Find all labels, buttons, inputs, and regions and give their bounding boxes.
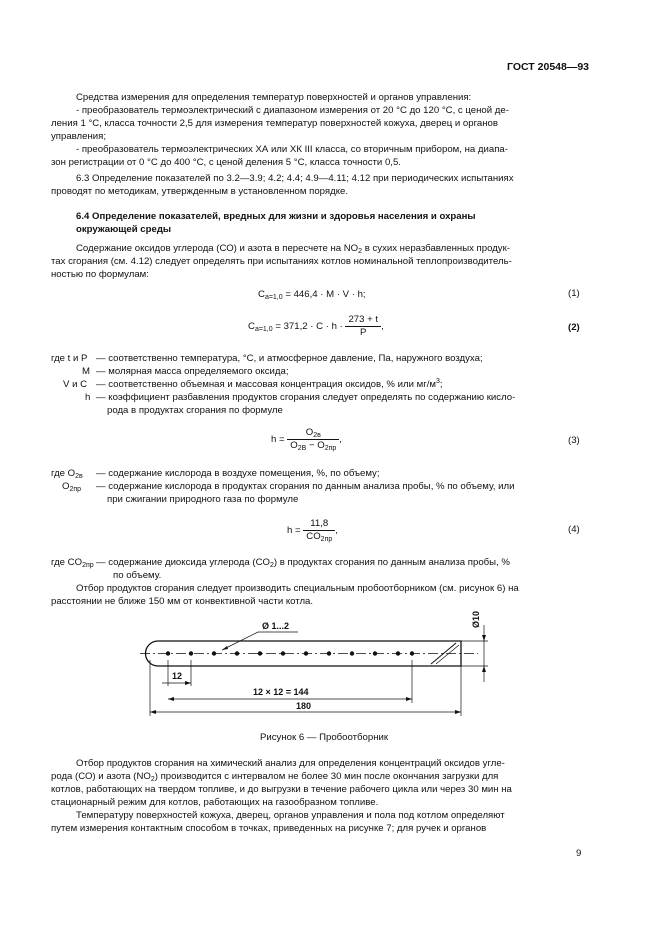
definition-text: — соответственно температура, °С, и атмосферное давление, Па, наружного воздуха; <box>96 353 483 364</box>
text-line: управления; <box>51 131 106 142</box>
definition-term: M <box>82 366 90 377</box>
definition-text: — содержание кислорода в продуктах сгорания по данным анализа пробы, % по объему, или <box>96 481 515 492</box>
equation-number-2: (2) <box>568 322 580 333</box>
text-line: Средства измерения для определения температур поверхностей и органов управления: <box>76 92 472 103</box>
probe-diameter-label: Ø10 <box>471 610 481 628</box>
equation-number-3: (3) <box>568 435 580 446</box>
text-line: тах сгорания (см. 4.12) следует определять при испытаниях котлов номинальной теплопроизводитель- <box>51 256 512 267</box>
section-heading-cont: окружающей среды <box>76 224 172 235</box>
text-line: 6.3 Определение показателей по 3.2—3.9; 4.2; 4.4; 4.9—4.11; 4.12 при периодических испытаниях <box>76 173 514 184</box>
definition-text: — содержание диоксида углерода $(CO_2)$ в продуктах сгорания по данным анализа пробы, % <box>96 557 510 569</box>
definition-text-cont: рода в продуктах сгорания по формуле <box>107 405 283 416</box>
text-line: ления 1 °С, класса точности 2,5 для измерения температур поверхностей кожуха, дверец и органов <box>51 118 498 129</box>
definition-text: — коэффициент разбавления продуктов сгорания следует определять по содержанию кисло- <box>96 392 516 403</box>
equation-1: $C_{a=1,0} = 446,4 \cdot M \cdot V \cdot h$; <box>258 289 366 301</box>
text-line: расстоянии не ближе 150 мм от конвективной части котла. <box>51 596 314 607</box>
text-line: - преобразователь термоэлектрических ХА или ХК III класса, со вторичным прибором, на диапа- <box>76 144 508 155</box>
figure-caption: Рисунок 6 — Пробоотборник <box>260 732 389 743</box>
equation-2: $C_{a=1,0} = 371,2 \cdot C \cdot h$ · $\frac{273 + t}{P}$ , <box>248 314 384 338</box>
equation-4: h = $\frac{11,8}{CO_{2пр}}$ , <box>287 518 338 543</box>
text-line: зон регистрации от 0 °С до 400 °С, с ценой деления 5 °С, класса точности 0,5. <box>51 157 401 168</box>
text-line: котлов, работающих на твердом топливе, и до выгрузки в течение рабочего цикла или через 30 мин на <box>51 784 512 795</box>
dimension-144: 12 × 12 = 144 <box>253 687 309 697</box>
dimension-180: 180 <box>296 701 312 711</box>
text-line: Температуру поверхностей кожуха, дверец, органов управления и пола под котлом определяют <box>76 810 505 821</box>
text-line: ностью по формулам: <box>51 269 149 280</box>
standard-number: ГОСТ 20548—93 <box>507 61 590 73</box>
text-line: проводят по методикам, утвержденным в установленном порядке. <box>51 186 348 197</box>
definition-term: где t и P <box>51 353 88 364</box>
equation-number-4: (4) <box>568 524 580 535</box>
definition-text: — соответственно объемная и массовая концентрация оксидов, % или $мг/м^3$; <box>96 378 443 390</box>
text-line: Отбор продуктов сгорания следует производить специальным пробоотборником (см. рисунок 6) на <box>76 583 519 594</box>
definition-term: $O_{2пр}$ <box>62 481 82 493</box>
dimension-12: 12 <box>172 671 183 681</box>
text-line: Отбор продуктов сгорания на химический анализ для определения концентраций оксидов угле- <box>76 758 505 769</box>
definition-term: где $O_{2в}$ <box>51 468 83 480</box>
hole-diameter-label: Ø 1...2 <box>262 621 290 631</box>
text-line: стационарный режим для котлов, работающих на газообразном топливе. <box>51 797 379 808</box>
text-line: рода (СО) и азота $(NO_2)$ производится с интервалом не более 30 мин после окончания загрузки для <box>51 771 499 783</box>
definition-text-cont: по объему. <box>113 570 162 581</box>
definition-term: где $CO_{2пр}$ <box>51 557 94 569</box>
section-heading: 6.4 Определение показателей, вредных для жизни и здоровья населения и охраны <box>76 211 476 222</box>
text-line: путем измерения контактным способом в точках, приведенных на рисунке 7; для ручек и органов <box>51 823 487 834</box>
text-line: Содержание оксидов углерода (СО) и азота в пересчете на $NO_2$ в сухих неразбавленных продук- <box>76 243 510 255</box>
page-number: 9 <box>576 848 582 859</box>
text-line: - преобразователь термоэлектрический с диапазоном измерения от 20 °С до 120 °С, с ценой де- <box>76 105 509 116</box>
definition-term: h <box>85 392 91 403</box>
definition-text: — молярная масса определяемого оксида; <box>96 366 289 377</box>
equation-number-1: (1) <box>568 288 580 299</box>
definition-text-cont: при сжигании природного газа по формуле <box>107 494 299 505</box>
equation-3: h = $\frac{O_{2в}}{O_{2В} - O_{2пр}}$ , <box>271 427 342 452</box>
definition-term: V и C <box>63 379 88 390</box>
definition-text: — содержание кислорода в воздухе помещения, %, по объему; <box>96 468 380 479</box>
